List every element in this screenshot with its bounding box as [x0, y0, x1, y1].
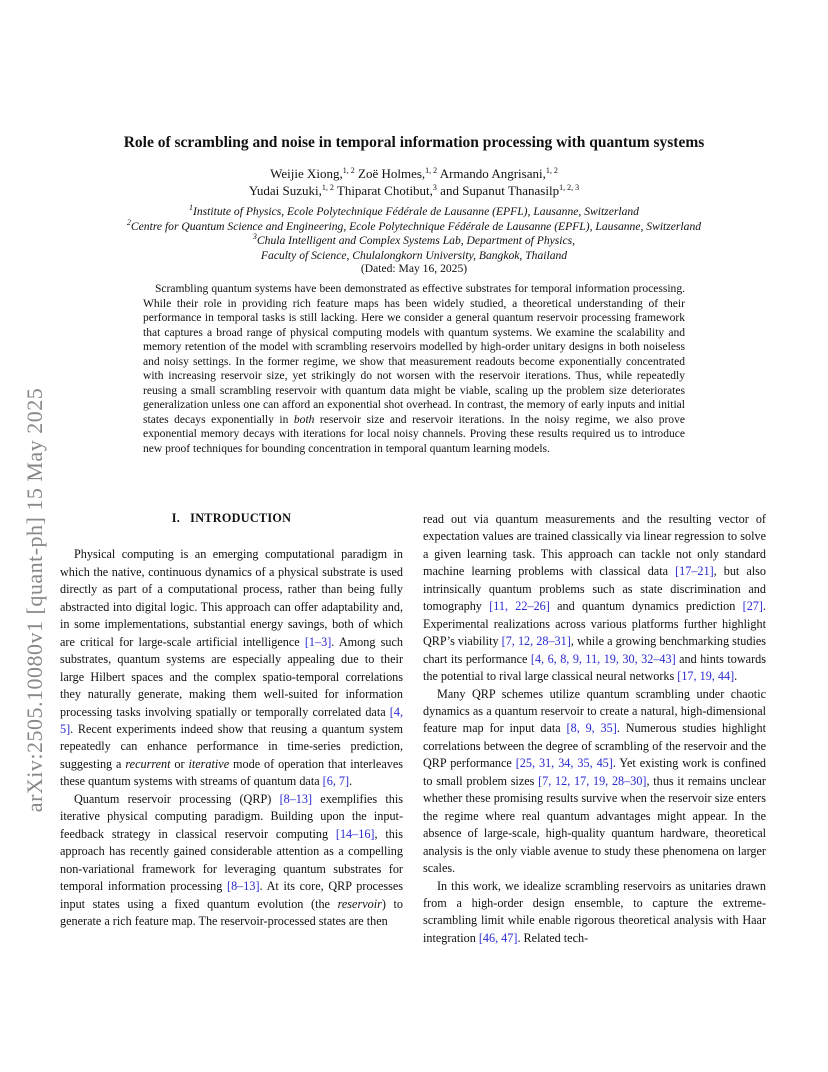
author-affil-sup: 1, 2, 3 [559, 183, 580, 192]
affiliation-number: 2 [126, 217, 131, 227]
affiliation-number: 1 [189, 203, 194, 212]
section-title: INTRODUCTION [190, 511, 292, 525]
emphasis-text: reservoir [337, 896, 382, 911]
left-column [60, 510, 403, 930]
author-affil-sup: 1, 2 [321, 183, 334, 192]
right-column [423, 511, 766, 947]
affiliation-3 [0, 234, 828, 249]
citation-link[interactable]: [8–13] [227, 879, 260, 894]
affiliation-3-line-2 [0, 249, 828, 264]
affiliation-1 [0, 205, 828, 220]
citation-link[interactable]: [14–16] [335, 826, 375, 841]
abstract [143, 282, 685, 457]
text-run: , but also intrinsically quantum problems such as state discrimination and tomography [423, 564, 766, 614]
text-run: . Experimental realizations across various platforms further highlight QRP’s viability [423, 599, 766, 649]
dated-line: (Dated: May 16, 2025) [360, 262, 468, 275]
text-run: ) to generate a rich feature map. The reservoir-processed states are then [60, 896, 403, 928]
text-run: mode of operation that interleaves these quantum systems with streams of quantum data [60, 756, 403, 789]
paper-title: Role of scrambling and noise in temporal information processing with quantum systems [123, 134, 705, 151]
citation-link[interactable]: [4, 6, 8, 9, 11, 19, 30, 32–43] [530, 651, 676, 666]
intro-paragraph-2-continued [423, 511, 766, 686]
citation-link[interactable]: [17–21] [675, 564, 714, 579]
author-name: Weijie Xiong, [270, 166, 343, 181]
citation-link[interactable]: [8–13] [279, 791, 313, 806]
authors-line-1 [0, 166, 828, 182]
text-run: or [170, 756, 189, 771]
text-run: exemplifies this iterative physical computing paradigm. Building upon the input-feedback strategy in classical reservoir computing [60, 791, 403, 841]
citation-link[interactable]: [25, 31, 34, 35, 45] [515, 756, 613, 771]
citation-link[interactable]: [27] [742, 599, 763, 614]
affiliation-number: 3 [252, 232, 257, 241]
text-run: . Among such substrates, quantum systems are especially appealing due to their large Hilbert spaces and the complex spatio-temporal correlations they naturally generate, making them well-suited for information processing tasks involving spatially or temporally correlated data [60, 634, 403, 719]
affiliation-text: Chula Intelligent and Complex Systems Lab, Department of Physics, [256, 234, 576, 247]
citation-link[interactable]: [6, 7] [322, 774, 350, 789]
text-run: . [734, 669, 738, 684]
text-run: . Yet existing work is confined to small problem sizes [423, 756, 766, 788]
author-affil-sup: 1, 2 [342, 166, 355, 175]
text-run: Quantum reservoir processing (QRP) [74, 791, 280, 806]
text-run: read out via quantum measurements and the resulting vector of expectation values are trained classically via linear regression to solve a given learning task. This approach can tackle not only standard machine learning problems with classical data [423, 512, 766, 579]
citation-link[interactable]: [7, 12, 17, 19, 28–30] [538, 773, 647, 788]
abstract-text: reservoir size and reservoir iterations. In the noisy regime, we also prove exponential memory decays with iterations for local noisy channels. Proving these results required us to introduce new proof techniques for bounding concentration in temporal quantum learning models. [143, 413, 685, 456]
text-run: . Numerous studies highlight correlations between the degree of scrambling of the reservoir and the QRP performance [423, 721, 766, 771]
text-run: . Recent experiments indeed show that reusing a quantum system repeatedly can enhance performance in time-series prediction, suggesting a [60, 721, 403, 771]
citation-link[interactable]: [46, 47] [478, 930, 518, 945]
citation-link[interactable]: [7, 12, 28–31] [501, 634, 571, 649]
text-run: . At its core, QRP processes input states using a fixed quantum evolution (the [60, 879, 403, 911]
affiliation-text: Institute of Physics, Ecole Polytechnique Fédérale de Lausanne (EPFL), Lausanne, Switzerland [193, 205, 639, 218]
text-run: Many QRP schemes utilize quantum scrambling under chaotic dynamics as a quantum reservoir to create a natural, high-dimensional feature map for input data [423, 686, 766, 736]
section-heading [60, 510, 403, 527]
citation-link[interactable]: [17, 19, 44] [677, 669, 735, 684]
author-affil-sup: 1, 2 [545, 166, 558, 175]
text-run: Physical computing is an emerging computational paradigm in which the native, continuous dynamics of a physical substrate is used directly as part of a computational process, rather than being fully abstracted into digital logic. This approach can offer adaptability and, in some implementations, substantial energy savings, both of which are critical for large-scale artificial intelligence [60, 547, 403, 649]
author-affil-sup: 3 [432, 183, 437, 192]
citation-link[interactable]: [1–3] [304, 634, 332, 649]
text-run: and quantum dynamics prediction [549, 599, 743, 614]
intro-paragraph-1 [60, 546, 403, 790]
affiliation-2 [0, 217, 828, 235]
text-run: In this work, we idealize scrambling reservoirs as unitaries drawn from a high-order design ensemble, to capture the extreme-scrambling limit while enable rigorous theoretical analysis with Haar integration [423, 878, 766, 945]
text-run: . Related tech- [517, 930, 589, 945]
author-name: and Supanut Thanasilp [436, 183, 560, 198]
affiliation-text: Centre for Quantum Science and Engineering, Ecole Polytechnique Fédérale de Lausanne (EPFL), Lausanne, Switzerland [130, 219, 702, 233]
arxiv-stamp-text: arXiv:2505.10080v1 [quant-ph] 15 May 2025 [22, 387, 47, 813]
intro-paragraph-2 [60, 791, 403, 931]
intro-paragraph-4 [423, 878, 766, 948]
text-run: and hints towards the potential to rival large classical neural networks [423, 651, 766, 684]
text-run: , this approach has recently gained considerable attention as a compelling non-variational framework for leveraging quantum substrates for temporal information processing [60, 826, 403, 894]
authors-line-2 [0, 183, 828, 199]
emphasis-text: recurrent [125, 756, 171, 771]
citation-link[interactable]: [4, 5] [60, 704, 403, 736]
author-affil-sup: 1, 2 [425, 166, 438, 175]
intro-paragraph-3 [423, 686, 766, 878]
emphasis-text: iterative [188, 756, 230, 771]
author-name: Thiparat Chotibut, [333, 183, 433, 198]
section-number: I. [171, 511, 181, 525]
citation-link[interactable]: [11, 22–26] [489, 599, 550, 614]
text-run: , while a growing benchmarking studies chart its performance [423, 634, 766, 666]
author-name: Zoë Holmes, [354, 166, 426, 181]
author-name: Armando Angrisani, [437, 166, 546, 181]
text-run: . [349, 774, 353, 789]
citation-link[interactable]: [8, 9, 35] [566, 721, 617, 736]
affiliation-text: Faculty of Science, Chulalongkorn University, Bangkok, Thailand [260, 248, 568, 262]
text-run: , thus it remains unclear whether these promising results survive when the reservoir size enters the regime where real quantum advantages might appear. In the absence of large-scale, high-quality quantum hardware, theoretical analysis is the only viable avenue to study these phenomena on larger scales. [423, 773, 766, 876]
author-name: Yudai Suzuki, [248, 183, 322, 198]
abstract-emphasis: both [293, 413, 315, 426]
abstract-text: Scrambling quantum systems have been demonstrated as effective substrates for temporal information processing. While their role in providing rich feature maps has been widely studied, a theoretical understanding of their performance in temporal tasks is still lacking. Here we consider a general quantum reservoir processing framework that captures a broad range of physical computing models with quantum systems. We examine the scalability and memory retention of the model with scrambling reservoirs modelled by high-order unitary designs in both noiseless and noisy settings. In the former regime, we show that measurement readouts become exponentially concentrated with increasing reservoir size, yet strikingly do not worsen with the reservoir iterations. Thus, while repeatedly reusing a small scrambling reservoir with quantum data might be viable, scaling up the problem size deteriorates generalization unless one can afford an exponential shot overhead. In contrast, the memory of early inputs and initial states decays exponentially in [143, 283, 685, 426]
